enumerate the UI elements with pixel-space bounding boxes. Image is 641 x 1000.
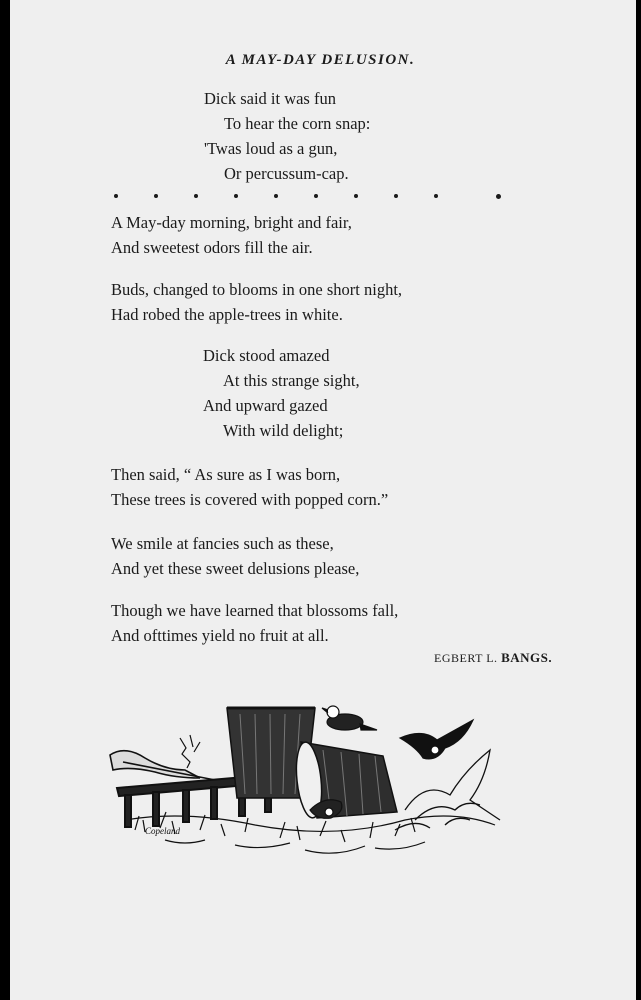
flying-bird-icon (400, 720, 473, 759)
stanza-2 (111, 210, 352, 260)
stanza-1 (204, 86, 370, 186)
poem-line: And yet these sweet delusions please, (111, 559, 360, 578)
poem-line: Had robed the apple-trees in white. (111, 305, 343, 324)
stanza-4 (203, 343, 360, 443)
poem-line: Or percussum-cap. (224, 164, 349, 183)
poem-line: These trees is covered with popped corn.” (111, 490, 389, 509)
poem-line: With wild delight; (223, 421, 344, 440)
scan-border-right (636, 0, 641, 1000)
poem-line: 'Twas loud as a gun, (204, 139, 338, 158)
poem-line: To hear the corn snap: (224, 114, 371, 133)
author-first-name: EGBERT L. (434, 651, 498, 665)
poem-line: We smile at fancies such as these, (111, 534, 334, 553)
poem-line: Buds, changed to blooms in one short night, (111, 280, 403, 299)
stanza-3 (111, 277, 402, 327)
perched-bird-icon (322, 706, 377, 730)
poem-title: A MAY-DAY DELUSION. (225, 52, 416, 68)
poem-line: A May-day morning, bright and fair, (111, 213, 352, 232)
tipped-flowerpot (293, 741, 397, 819)
poem-line: Dick stood amazed (203, 346, 330, 365)
poem-line: And ofttimes yield no fruit at all. (111, 626, 329, 645)
poem-line: And sweetest odors fill the air. (111, 238, 313, 257)
poem-line: At this strange sight, (223, 371, 360, 390)
scan-border-left (0, 0, 10, 1000)
author-last-name: BANGS. (501, 650, 553, 665)
poem-line: And upward gazed (203, 396, 328, 415)
stanza-7 (111, 598, 398, 648)
garden-still-life-illustration (105, 700, 505, 870)
artist-signature: Copeland (145, 826, 180, 836)
ellipsis-dot-row (114, 190, 504, 202)
garden-hoe (110, 751, 215, 780)
poem-line: Dick said it was fun (204, 89, 336, 108)
poem-line: Though we have learned that blossoms fall, (111, 601, 399, 620)
author-signature (434, 650, 552, 666)
foliage-leaves (395, 750, 500, 830)
poem-line: Then said, “ As sure as I was born, (111, 465, 341, 484)
stanza-5 (111, 462, 388, 512)
stanza-6 (111, 531, 359, 581)
